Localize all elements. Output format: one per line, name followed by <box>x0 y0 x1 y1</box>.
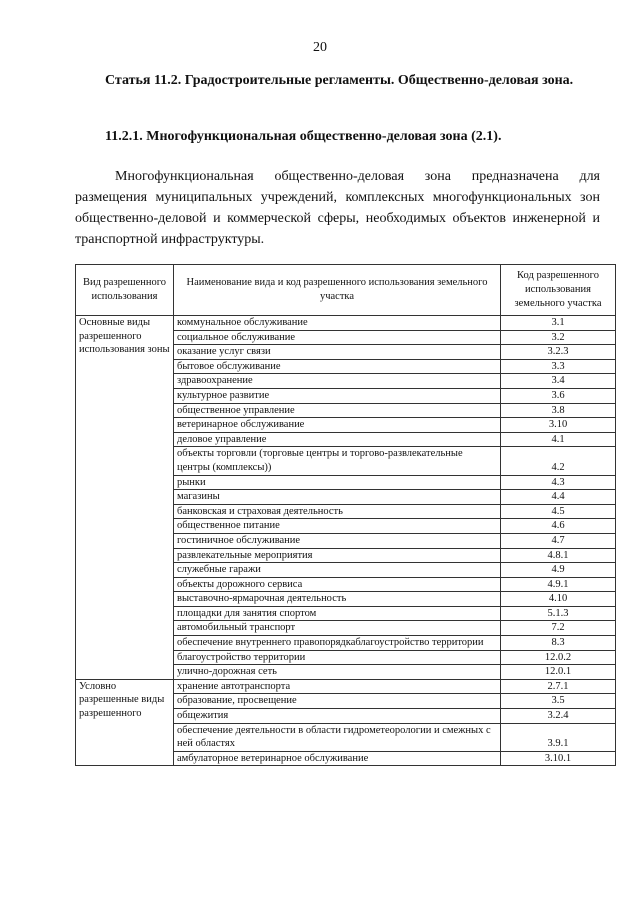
use-code: 3.6 <box>501 388 616 403</box>
intro-paragraph: Многофункциональная общественно-деловая зона предназначена для размещения муниципальных учреждений, комплексных многофункциональных зон общественно-деловой и коммерческой сферы, необходимых объектов инженерной и транспортной инфраструктуры. <box>75 169 600 247</box>
table-row <box>76 679 616 694</box>
use-name: развлекательные мероприятия <box>174 548 501 563</box>
use-name: обеспечение деятельности в области гидрометеорологии и смежных с ней областях <box>174 723 501 751</box>
use-name: объекты дорожного сервиса <box>174 577 501 592</box>
header-code: Код разрешенного использования земельного участка <box>501 265 616 316</box>
use-code: 3.2 <box>501 330 616 345</box>
land-use-table <box>75 264 616 766</box>
use-name: площадки для занятия спортом <box>174 606 501 621</box>
header-name: Наименование вида и код разрешенного использования земельного участка <box>174 265 501 316</box>
article-title: Статья 11.2. Градостроительные регламенты. Общественно-деловая зона. <box>105 73 574 88</box>
table-row <box>76 316 616 331</box>
group-label: Условно разрешенные виды разрешенного <box>76 679 174 766</box>
use-code: 4.9.1 <box>501 577 616 592</box>
use-code: 4.9 <box>501 563 616 578</box>
use-code: 8.3 <box>501 636 616 651</box>
use-code: 3.8 <box>501 403 616 418</box>
use-code: 7.2 <box>501 621 616 636</box>
use-code: 4.7 <box>501 533 616 548</box>
use-code: 4.4 <box>501 490 616 505</box>
use-code: 12.0.1 <box>501 665 616 680</box>
use-code: 12.0.2 <box>501 650 616 665</box>
use-code: 4.6 <box>501 519 616 534</box>
page-number: 20 <box>313 40 327 55</box>
use-code: 4.3 <box>501 475 616 490</box>
use-code: 3.9.1 <box>501 723 616 751</box>
use-name: благоустройство территории <box>174 650 501 665</box>
use-name: магазины <box>174 490 501 505</box>
use-name: культурное развитие <box>174 388 501 403</box>
use-name: рынки <box>174 475 501 490</box>
use-code: 4.2 <box>501 447 616 475</box>
use-name: служебные гаражи <box>174 563 501 578</box>
use-name: общественное управление <box>174 403 501 418</box>
use-name: гостиничное обслуживание <box>174 533 501 548</box>
use-name: социальное обслуживание <box>174 330 501 345</box>
use-name: банковская и страховая деятельность <box>174 504 501 519</box>
use-code: 3.5 <box>501 694 616 709</box>
use-code: 3.3 <box>501 359 616 374</box>
use-name: образование, просвещение <box>174 694 501 709</box>
use-name: амбулаторное ветеринарное обслуживание <box>174 751 501 766</box>
header-type: Вид разрешенного использования <box>76 265 174 316</box>
use-name: ветеринарное обслуживание <box>174 418 501 433</box>
use-name: улично-дорожная сеть <box>174 665 501 680</box>
use-code: 4.1 <box>501 432 616 447</box>
use-name: обеспечение внутреннего правопорядкаблагоустройство территории <box>174 636 501 651</box>
use-name: выставочно-ярмарочная деятельность <box>174 592 501 607</box>
use-name: общежития <box>174 709 501 724</box>
use-code: 3.4 <box>501 374 616 389</box>
table-body <box>76 316 616 766</box>
use-name: деловое управление <box>174 432 501 447</box>
use-name: автомобильный транспорт <box>174 621 501 636</box>
use-code: 3.10.1 <box>501 751 616 766</box>
use-name: общественное питание <box>174 519 501 534</box>
use-code: 2.7.1 <box>501 679 616 694</box>
use-name: коммунальное обслуживание <box>174 316 501 331</box>
subsection-title: 11.2.1. Многофункциональная общественно-деловая зона (2.1). <box>105 129 502 144</box>
use-name: объекты торговли (торговые центры и торгово-развлекательные центры (комплексы)) <box>174 447 501 475</box>
use-code: 3.2.3 <box>501 345 616 360</box>
use-code: 3.10 <box>501 418 616 433</box>
use-name: хранение автотранспорта <box>174 679 501 694</box>
use-code: 4.5 <box>501 504 616 519</box>
use-code: 4.8.1 <box>501 548 616 563</box>
use-code: 3.1 <box>501 316 616 331</box>
use-name: бытовое обслуживание <box>174 359 501 374</box>
use-name: оказание услуг связи <box>174 345 501 360</box>
use-code: 5.1.3 <box>501 606 616 621</box>
use-code: 3.2.4 <box>501 709 616 724</box>
table-header-row <box>76 265 616 316</box>
use-name: здравоохранение <box>174 374 501 389</box>
use-code: 4.10 <box>501 592 616 607</box>
group-label: Основные виды разрешенного использования зоны <box>76 316 174 680</box>
